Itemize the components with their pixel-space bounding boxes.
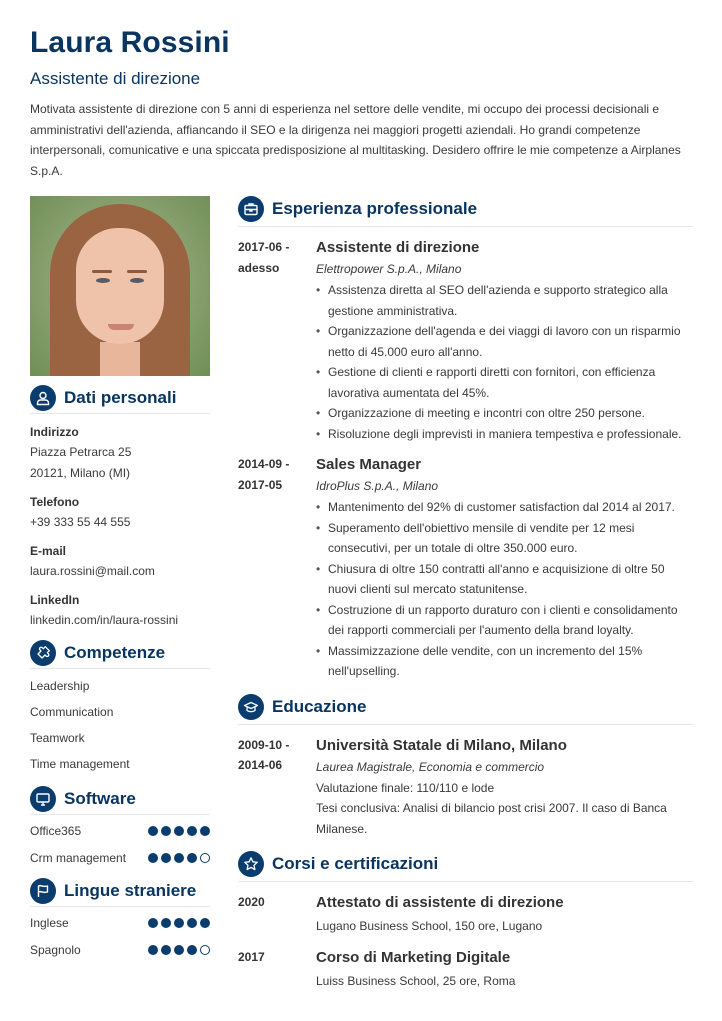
graduation-cap-icon bbox=[238, 694, 264, 720]
achievements-list bbox=[316, 280, 693, 444]
candidate-title: Assistente di direzione bbox=[30, 69, 201, 88]
field-phone: Telefono +39 333 55 44 555 bbox=[30, 495, 131, 529]
list-item: • Gestione di clienti e rapporti diretti con fornitori, con efficienza lavorativa aumentata del 45%. bbox=[316, 362, 693, 403]
thesis: Tesi conclusiva: Analisi di bilancio post crisi 2007. Il caso di Banca Milanese. bbox=[316, 801, 667, 836]
section-title: Software bbox=[64, 788, 136, 808]
course-title: Corso di Marketing Digitale bbox=[316, 948, 511, 966]
puzzle-icon bbox=[30, 640, 56, 666]
filled-dot-icon bbox=[148, 918, 158, 928]
candidate-name: Laura Rossini bbox=[30, 26, 230, 59]
section-header bbox=[238, 851, 693, 882]
empty-dot-icon bbox=[200, 945, 210, 955]
section-header bbox=[238, 196, 693, 227]
list-item: • Superamento dell'obiettivo mensile di vendite per 12 mesi consecutivi, per un totale di oltre 350.000 euro. bbox=[316, 518, 693, 559]
list-item: • Costruzione di un rapporto duraturo con i clienti e consolidamento dei rapporti commerciali per l'aumento della brand loyalty. bbox=[316, 600, 693, 641]
company: Elettropower S.p.A., Milano bbox=[316, 262, 462, 276]
language-item: Inglese bbox=[30, 913, 210, 934]
skills-section bbox=[30, 641, 210, 777]
skill-item: Time management bbox=[30, 757, 130, 771]
course-detail: Lugano Business School, 150 ore, Lugano bbox=[316, 919, 543, 933]
entry-date: 2014-09 - 2017-05 bbox=[238, 457, 290, 492]
list-item: • Risoluzione degli imprevisti in maniera tempestiva e professionale. bbox=[316, 424, 693, 445]
field-linkedin: LinkedIn linkedin.com/in/laura-rossini bbox=[30, 590, 210, 631]
filled-dot-icon bbox=[161, 826, 171, 836]
rating-dots bbox=[148, 826, 210, 836]
rating-dots bbox=[148, 918, 210, 928]
section-header bbox=[238, 694, 693, 725]
skill-item: Leadership bbox=[30, 679, 90, 693]
entry-date: 2017-06 - adesso bbox=[238, 240, 290, 275]
flag-icon bbox=[30, 878, 56, 904]
course-entry bbox=[238, 947, 693, 992]
course-entry bbox=[238, 892, 693, 937]
education-section bbox=[238, 694, 693, 840]
language-item: Spagnolo bbox=[30, 940, 210, 961]
filled-dot-icon bbox=[200, 826, 210, 836]
degree: Laurea Magistrale, Economia e commercio bbox=[316, 759, 545, 774]
software-item: Crm management bbox=[30, 848, 210, 869]
filled-dot-icon bbox=[148, 945, 158, 955]
section-title: Lingue straniere bbox=[64, 880, 197, 900]
list-item: • Chiusura di oltre 150 contratti all'anno e acquisizione di oltre 50 nuovi clienti sul mercato statunitense. bbox=[316, 559, 693, 600]
personal-section bbox=[30, 386, 210, 631]
experience-entry bbox=[238, 237, 693, 444]
section-header bbox=[30, 386, 210, 414]
field-address: Indirizzo Piazza Petrarca 25 20121, Milano (MI) bbox=[30, 425, 132, 480]
languages-section bbox=[30, 879, 210, 961]
section-title: Competenze bbox=[64, 642, 166, 662]
grade: Valutazione finale: 110/110 e lode bbox=[316, 780, 495, 795]
filled-dot-icon bbox=[174, 918, 184, 928]
list-item: • Mantenimento del 92% di customer satisfaction dal 2014 al 2017. bbox=[316, 497, 693, 518]
field-email: E-mail laura.rossini@mail.com bbox=[30, 541, 210, 582]
filled-dot-icon bbox=[200, 918, 210, 928]
entry-date: 2020 bbox=[238, 895, 265, 909]
rating-dots bbox=[148, 853, 210, 863]
skill-item: Teamwork bbox=[30, 731, 85, 745]
course-title: Attestato di assistente di direzione bbox=[316, 894, 564, 911]
entry-date: 2009-10 - 2014-06 bbox=[238, 737, 290, 772]
filled-dot-icon bbox=[187, 826, 197, 836]
courses-section bbox=[238, 851, 693, 991]
user-icon bbox=[30, 385, 56, 411]
empty-dot-icon bbox=[200, 853, 210, 863]
filled-dot-icon bbox=[161, 945, 171, 955]
filled-dot-icon bbox=[174, 945, 184, 955]
experience-section bbox=[238, 196, 693, 682]
skill-item: Communication bbox=[30, 705, 114, 719]
list-item: • Massimizzazione delle vendite, con un incremento del 15% nell'upselling. bbox=[316, 641, 693, 682]
left-column bbox=[30, 196, 210, 961]
rating-dots bbox=[148, 945, 210, 955]
filled-dot-icon bbox=[174, 826, 184, 836]
section-title: Dati personali bbox=[64, 387, 177, 407]
list-item: • Assistenza diretta al SEO dell'azienda e supporto strategico alla gestione amministrativa. bbox=[316, 280, 693, 321]
list-item: • Organizzazione dell'agenda e dei viaggi di lavoro con un risparmio netto di 45.000 euro all'anno. bbox=[316, 321, 693, 362]
star-icon bbox=[238, 851, 264, 877]
filled-dot-icon bbox=[187, 853, 197, 863]
section-header bbox=[30, 787, 210, 815]
company: IdroPlus S.p.A., Milano bbox=[316, 479, 439, 493]
filled-dot-icon bbox=[161, 853, 171, 863]
experience-entry bbox=[238, 454, 693, 682]
filled-dot-icon bbox=[148, 853, 158, 863]
section-title: Esperienza professionale bbox=[272, 199, 478, 218]
achievements-list bbox=[316, 497, 693, 682]
section-header bbox=[30, 641, 210, 669]
briefcase-icon bbox=[238, 196, 264, 222]
monitor-icon bbox=[30, 786, 56, 812]
filled-dot-icon bbox=[187, 945, 197, 955]
filled-dot-icon bbox=[187, 918, 197, 928]
email-link[interactable]: laura.rossini@mail.com bbox=[30, 564, 155, 578]
profile-photo bbox=[30, 196, 210, 376]
entry-date: 2017 bbox=[238, 949, 265, 964]
section-header bbox=[30, 879, 210, 907]
section-title: Educazione bbox=[272, 696, 367, 716]
right-column bbox=[238, 196, 693, 991]
software-item: Office365 bbox=[30, 821, 210, 842]
linkedin-link[interactable]: linkedin.com/in/laura-rossini bbox=[30, 613, 179, 627]
list-item: • Organizzazione di meeting e incontri con oltre 250 persone. bbox=[316, 403, 693, 424]
education-entry bbox=[238, 735, 693, 840]
profile-summary: Motivata assistente di direzione con 5 anni di esperienza nel settore delle vendite, mi occupo dei processi decisionali e amministrativi dell'azienda, affiancando il SEO e la dirigenza nei maggiori progetti aziendali. Ho grandi competenze interpersonali, comunicative e una spiccata predisposizione al multitasking. Desidero offrire le mie competenze a Airplanes S.p.A. bbox=[30, 102, 681, 178]
software-section bbox=[30, 787, 210, 869]
course-detail: Luiss Business School, 25 ore, Roma bbox=[316, 973, 516, 988]
school-name: Università Statale di Milano, Milano bbox=[316, 736, 567, 754]
filled-dot-icon bbox=[161, 918, 171, 928]
photo-neck bbox=[100, 342, 140, 376]
job-title: Sales Manager bbox=[316, 456, 422, 473]
filled-dot-icon bbox=[174, 853, 184, 863]
section-title: Corsi e certificazioni bbox=[272, 854, 439, 873]
job-title: Assistente di direzione bbox=[316, 239, 480, 256]
filled-dot-icon bbox=[148, 826, 158, 836]
